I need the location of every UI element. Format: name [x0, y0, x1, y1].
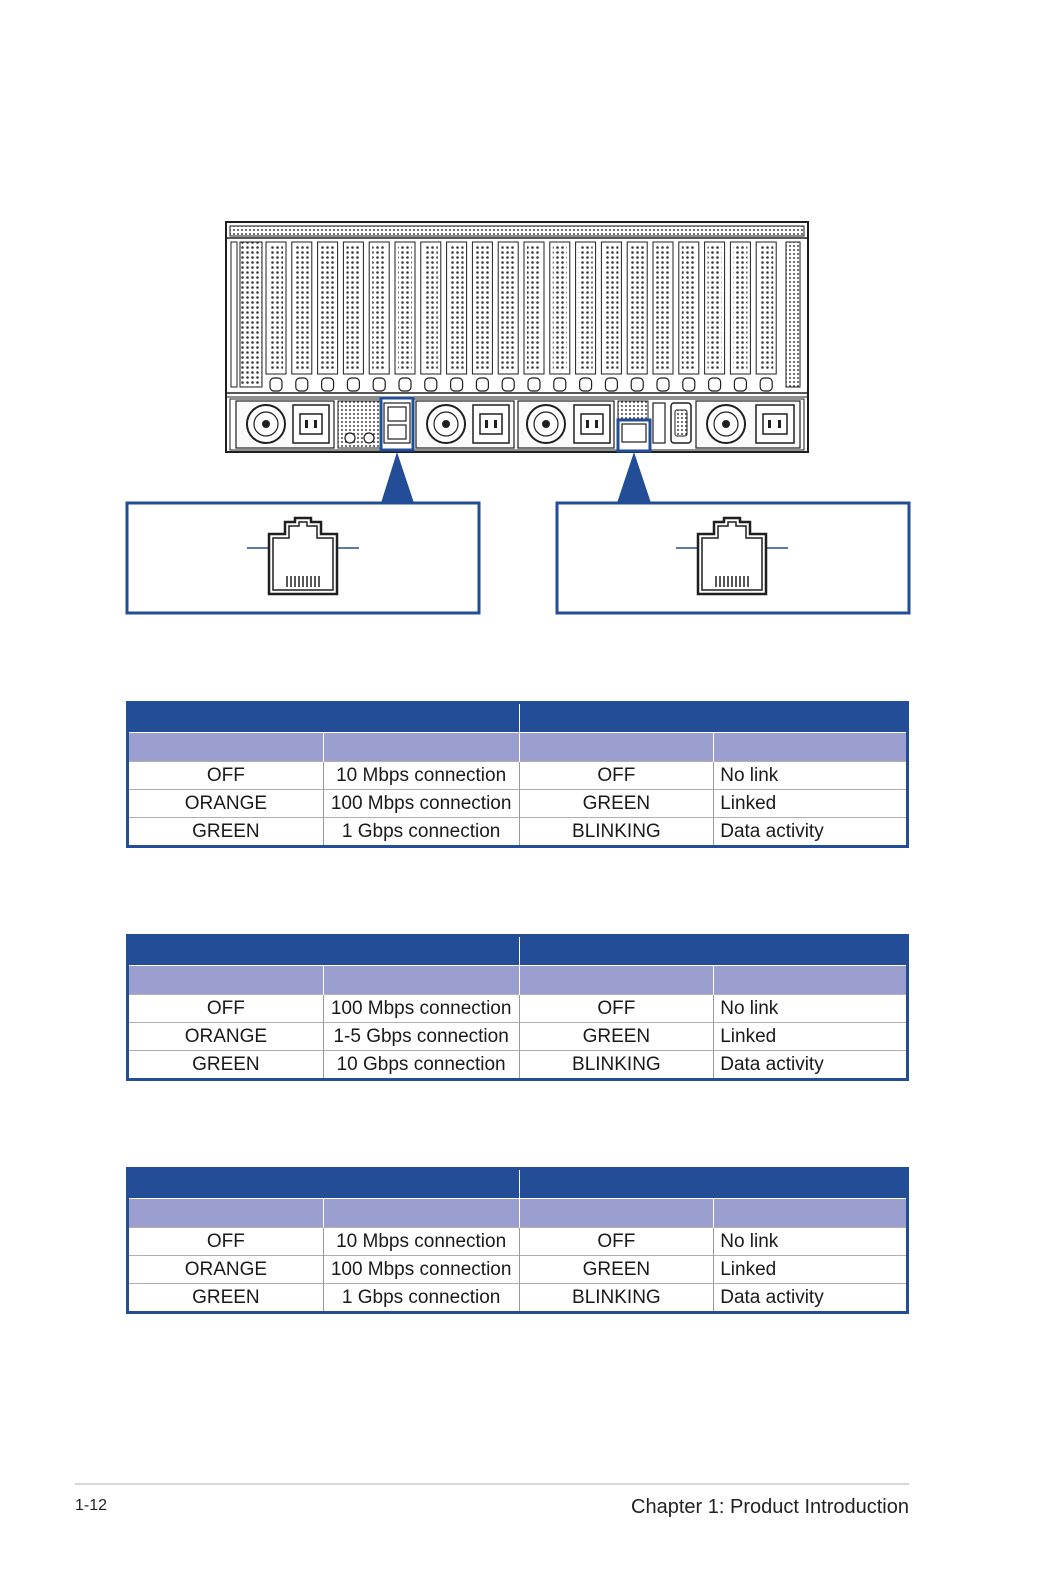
- speed-led-description: 1 Gbps connection: [323, 1284, 519, 1313]
- expansion-slot: [653, 242, 673, 391]
- power-supply-4: [696, 401, 800, 448]
- table-subheader-bar: [128, 966, 908, 995]
- expansion-slot: [576, 242, 596, 391]
- power-supply-3: [518, 401, 614, 448]
- expansion-slot: [447, 242, 467, 391]
- io-panel-1: [338, 401, 410, 448]
- speed-led-description: 100 Mbps connection: [323, 995, 519, 1023]
- activity-led-status: GREEN: [519, 790, 714, 818]
- table-header-bar: [128, 936, 908, 966]
- expansion-slot: [421, 242, 441, 391]
- activity-led-description: Data activity: [714, 1051, 908, 1080]
- activity-led-status: OFF: [519, 762, 714, 790]
- activity-led-description: No link: [714, 762, 908, 790]
- table-row: [128, 762, 908, 790]
- table-row: [128, 1228, 908, 1256]
- speed-led-status: OFF: [128, 1228, 324, 1256]
- expansion-slot: [550, 242, 570, 391]
- server-chassis: [226, 222, 808, 452]
- power-supply-1: [236, 401, 334, 448]
- speed-led-status: GREEN: [128, 1284, 324, 1313]
- activity-led-description: No link: [714, 995, 908, 1023]
- activity-led-description: Linked: [714, 790, 908, 818]
- callout-pointer-right: [617, 452, 651, 503]
- activity-led-status: GREEN: [519, 1023, 714, 1051]
- rear-panel-diagram: [0, 0, 1047, 660]
- table-row: [128, 790, 908, 818]
- speed-led-description: 100 Mbps connection: [323, 790, 519, 818]
- activity-led-status: BLINKING: [519, 818, 714, 847]
- expansion-slot: [498, 242, 518, 391]
- activity-led-description: Linked: [714, 1256, 908, 1284]
- table-row: [128, 1023, 908, 1051]
- expansion-slot: [343, 242, 363, 391]
- speed-led-status: ORANGE: [128, 790, 324, 818]
- activity-led-status: GREEN: [519, 1256, 714, 1284]
- expansion-slot: [730, 242, 750, 391]
- table-row: [128, 818, 908, 847]
- table-row: [128, 1051, 908, 1080]
- table-row: [128, 995, 908, 1023]
- activity-led-description: No link: [714, 1228, 908, 1256]
- expansion-slot: [679, 242, 699, 391]
- speed-led-description: 10 Gbps connection: [323, 1051, 519, 1080]
- page-number: 1-12: [75, 1497, 108, 1514]
- speed-led-status: ORANGE: [128, 1023, 324, 1051]
- led-table-2: [126, 934, 909, 1081]
- expansion-slot: [705, 242, 725, 391]
- table-subheader-bar: [128, 1199, 908, 1228]
- expansion-slot: [601, 242, 621, 391]
- speed-led-description: 10 Mbps connection: [323, 1228, 519, 1256]
- activity-led-description: Data activity: [714, 1284, 908, 1313]
- speed-led-status: OFF: [128, 995, 324, 1023]
- activity-led-status: BLINKING: [519, 1284, 714, 1313]
- expansion-slot: [756, 242, 776, 391]
- speed-led-description: 100 Mbps connection: [323, 1256, 519, 1284]
- activity-led-status: OFF: [519, 1228, 714, 1256]
- expansion-slot: [318, 242, 338, 391]
- speed-led-status: GREEN: [128, 1051, 324, 1080]
- table-row: [128, 1284, 908, 1313]
- led-table-1: [126, 701, 909, 848]
- speed-led-status: ORANGE: [128, 1256, 324, 1284]
- speed-led-description: 10 Mbps connection: [323, 762, 519, 790]
- expansion-slot: [292, 242, 312, 391]
- power-supply-2: [416, 401, 514, 448]
- activity-led-status: OFF: [519, 995, 714, 1023]
- table-header-bar: [128, 703, 908, 733]
- activity-led-description: Linked: [714, 1023, 908, 1051]
- expansion-slot: [395, 242, 415, 391]
- expansion-slot: [369, 242, 389, 391]
- speed-led-status: OFF: [128, 762, 324, 790]
- chapter-title: Chapter 1: Product Introduction: [631, 1496, 909, 1518]
- activity-led-status: BLINKING: [519, 1051, 714, 1080]
- table-subheader-bar: [128, 733, 908, 762]
- led-table-3: [126, 1167, 909, 1314]
- table-row: [128, 1256, 908, 1284]
- expansion-slot: [627, 242, 647, 391]
- footer-divider: [75, 1483, 909, 1485]
- callout-pointer-left: [381, 452, 414, 503]
- speed-led-status: GREEN: [128, 818, 324, 847]
- expansion-slot: [266, 242, 286, 391]
- activity-led-description: Data activity: [714, 818, 908, 847]
- table-header-bar: [128, 1169, 908, 1199]
- expansion-slot: [472, 242, 492, 391]
- speed-led-description: 1-5 Gbps connection: [323, 1023, 519, 1051]
- speed-led-description: 1 Gbps connection: [323, 818, 519, 847]
- expansion-slot: [524, 242, 544, 391]
